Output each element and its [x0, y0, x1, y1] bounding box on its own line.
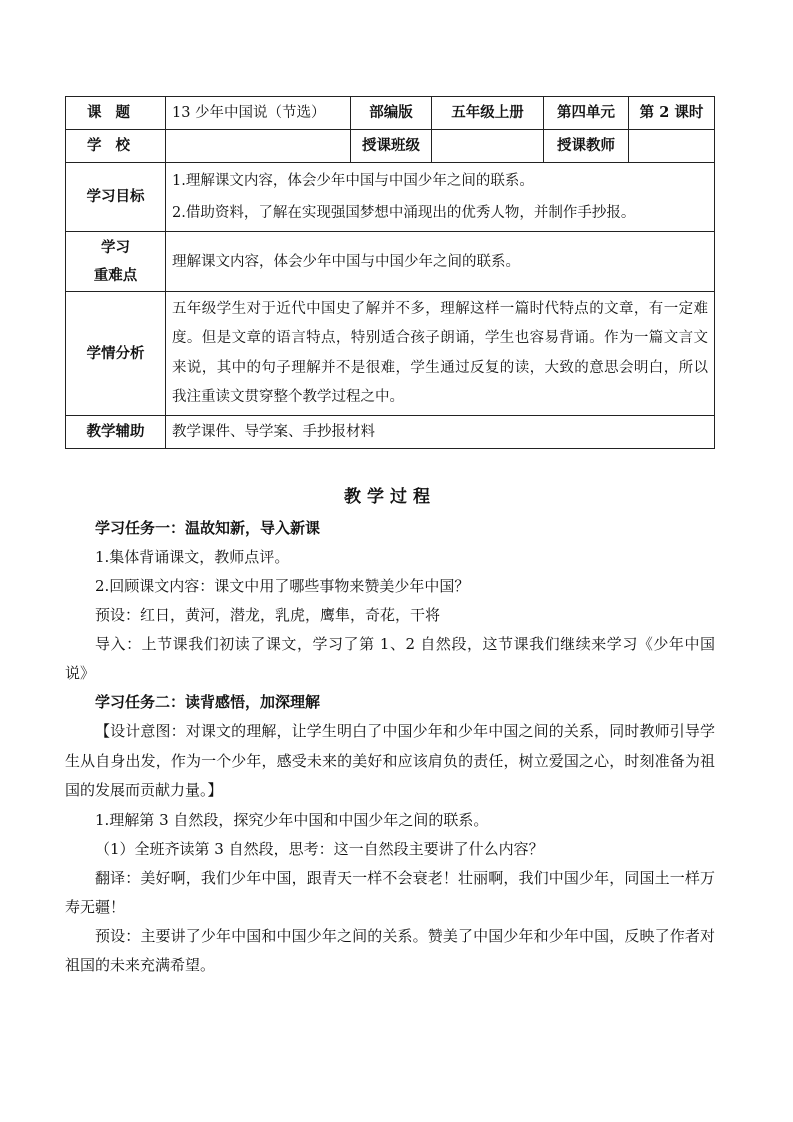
table-row-aids	[66, 416, 715, 449]
class-value	[432, 130, 544, 163]
table-row-goals	[66, 163, 715, 232]
analysis-label: 学情分析	[66, 292, 166, 416]
topic-value: 13 少年中国说（节选）	[166, 97, 351, 130]
paragraph: 预设：红日，黄河，潜龙，乳虎，鹰隼，奇花，干将	[95, 606, 441, 624]
goals-content	[166, 163, 715, 232]
paragraph: 翻译：美好啊，我们少年中国，跟青天一样不会衰老！壮丽啊，我们中国少年，同国土一样万寿无疆！	[65, 868, 715, 916]
paragraph: 预设：主要讲了少年中国和中国少年之间的关系。赞美了中国少年和少年中国，反映了作者对祖国的未来充满希望。	[65, 926, 715, 974]
edition-cell: 部编版	[351, 97, 432, 130]
lesson-cell: 第 2 课时	[629, 97, 715, 130]
table-row-school	[66, 130, 715, 163]
paragraph: 导入：上节课我们初读了课文，学习了第 1、2 自然段，这节课我们继续来学习《少年中国说》	[65, 635, 715, 682]
key-points-label: 学习 重难点	[66, 232, 166, 292]
table-row-topic	[66, 97, 715, 130]
class-label: 授课班级	[351, 130, 432, 163]
goal-item: 1.理解课文内容，体会少年中国与中国少年之间的联系。	[172, 173, 534, 189]
grade-cell: 五年级上册	[432, 97, 544, 130]
teacher-label: 授课教师	[544, 130, 629, 163]
analysis-content: 五年级学生对于近代中国史了解并不多，理解这样一篇时代特点的文章，有一定难度。但是文章的语言特点，特别适合孩子朗诵，学生也容易背诵。作为一篇文言文来说，其中的句子理解并不是很难，学生通过反复的读，大致的意思会明白，所以我注重读文贯穿整个教学过程之中。	[166, 292, 715, 416]
table-row-analysis	[66, 292, 715, 416]
lesson-info-table	[65, 96, 715, 449]
paragraph: 1.理解第 3 自然段，探究少年中国和中国少年之间的联系。	[95, 810, 489, 829]
task-heading: 学习任务二：读背感悟，加深理解	[95, 693, 321, 711]
topic-label: 课题	[66, 97, 166, 130]
key-points-content: 理解课文内容，体会少年中国与中国少年之间的联系。	[166, 232, 715, 292]
school-value	[166, 130, 351, 163]
teaching-process-section	[65, 480, 715, 980]
aids-label: 教学辅助	[66, 416, 166, 449]
table-row-key-points	[66, 232, 715, 292]
goal-item: 2.借助资料，了解在实现强国梦想中涌现出的优秀人物，并制作手抄报。	[172, 205, 636, 221]
aids-content: 教学课件、导学案、手抄报材料	[166, 416, 715, 449]
paragraph: 1.集体背诵课文，教师点评。	[95, 548, 290, 566]
teacher-value	[629, 130, 715, 163]
section-title: 教学过程	[344, 487, 436, 507]
paragraph: （1）全班齐读第 3 自然段，思考：这一自然段主要讲了什么内容？	[95, 839, 544, 858]
design-intent: 【设计意图：对课文的理解，让学生明白了中国少年和少年中国之间的关系，同时教师引导学生从自身出发，作为一个少年，感受未来的美好和应该肩负的责任，树立爱国之心，时刻准备为祖国的发展而贡献力量。】	[65, 722, 715, 799]
goals-label: 学习目标	[66, 163, 166, 232]
paragraph: 2.回顾课文内容：课文中用了哪些事物来赞美少年中国？	[95, 577, 470, 595]
unit-cell: 第四单元	[544, 97, 629, 130]
school-label: 学校	[66, 130, 166, 163]
task-heading: 学习任务一：温故知新，导入新课	[95, 519, 321, 537]
